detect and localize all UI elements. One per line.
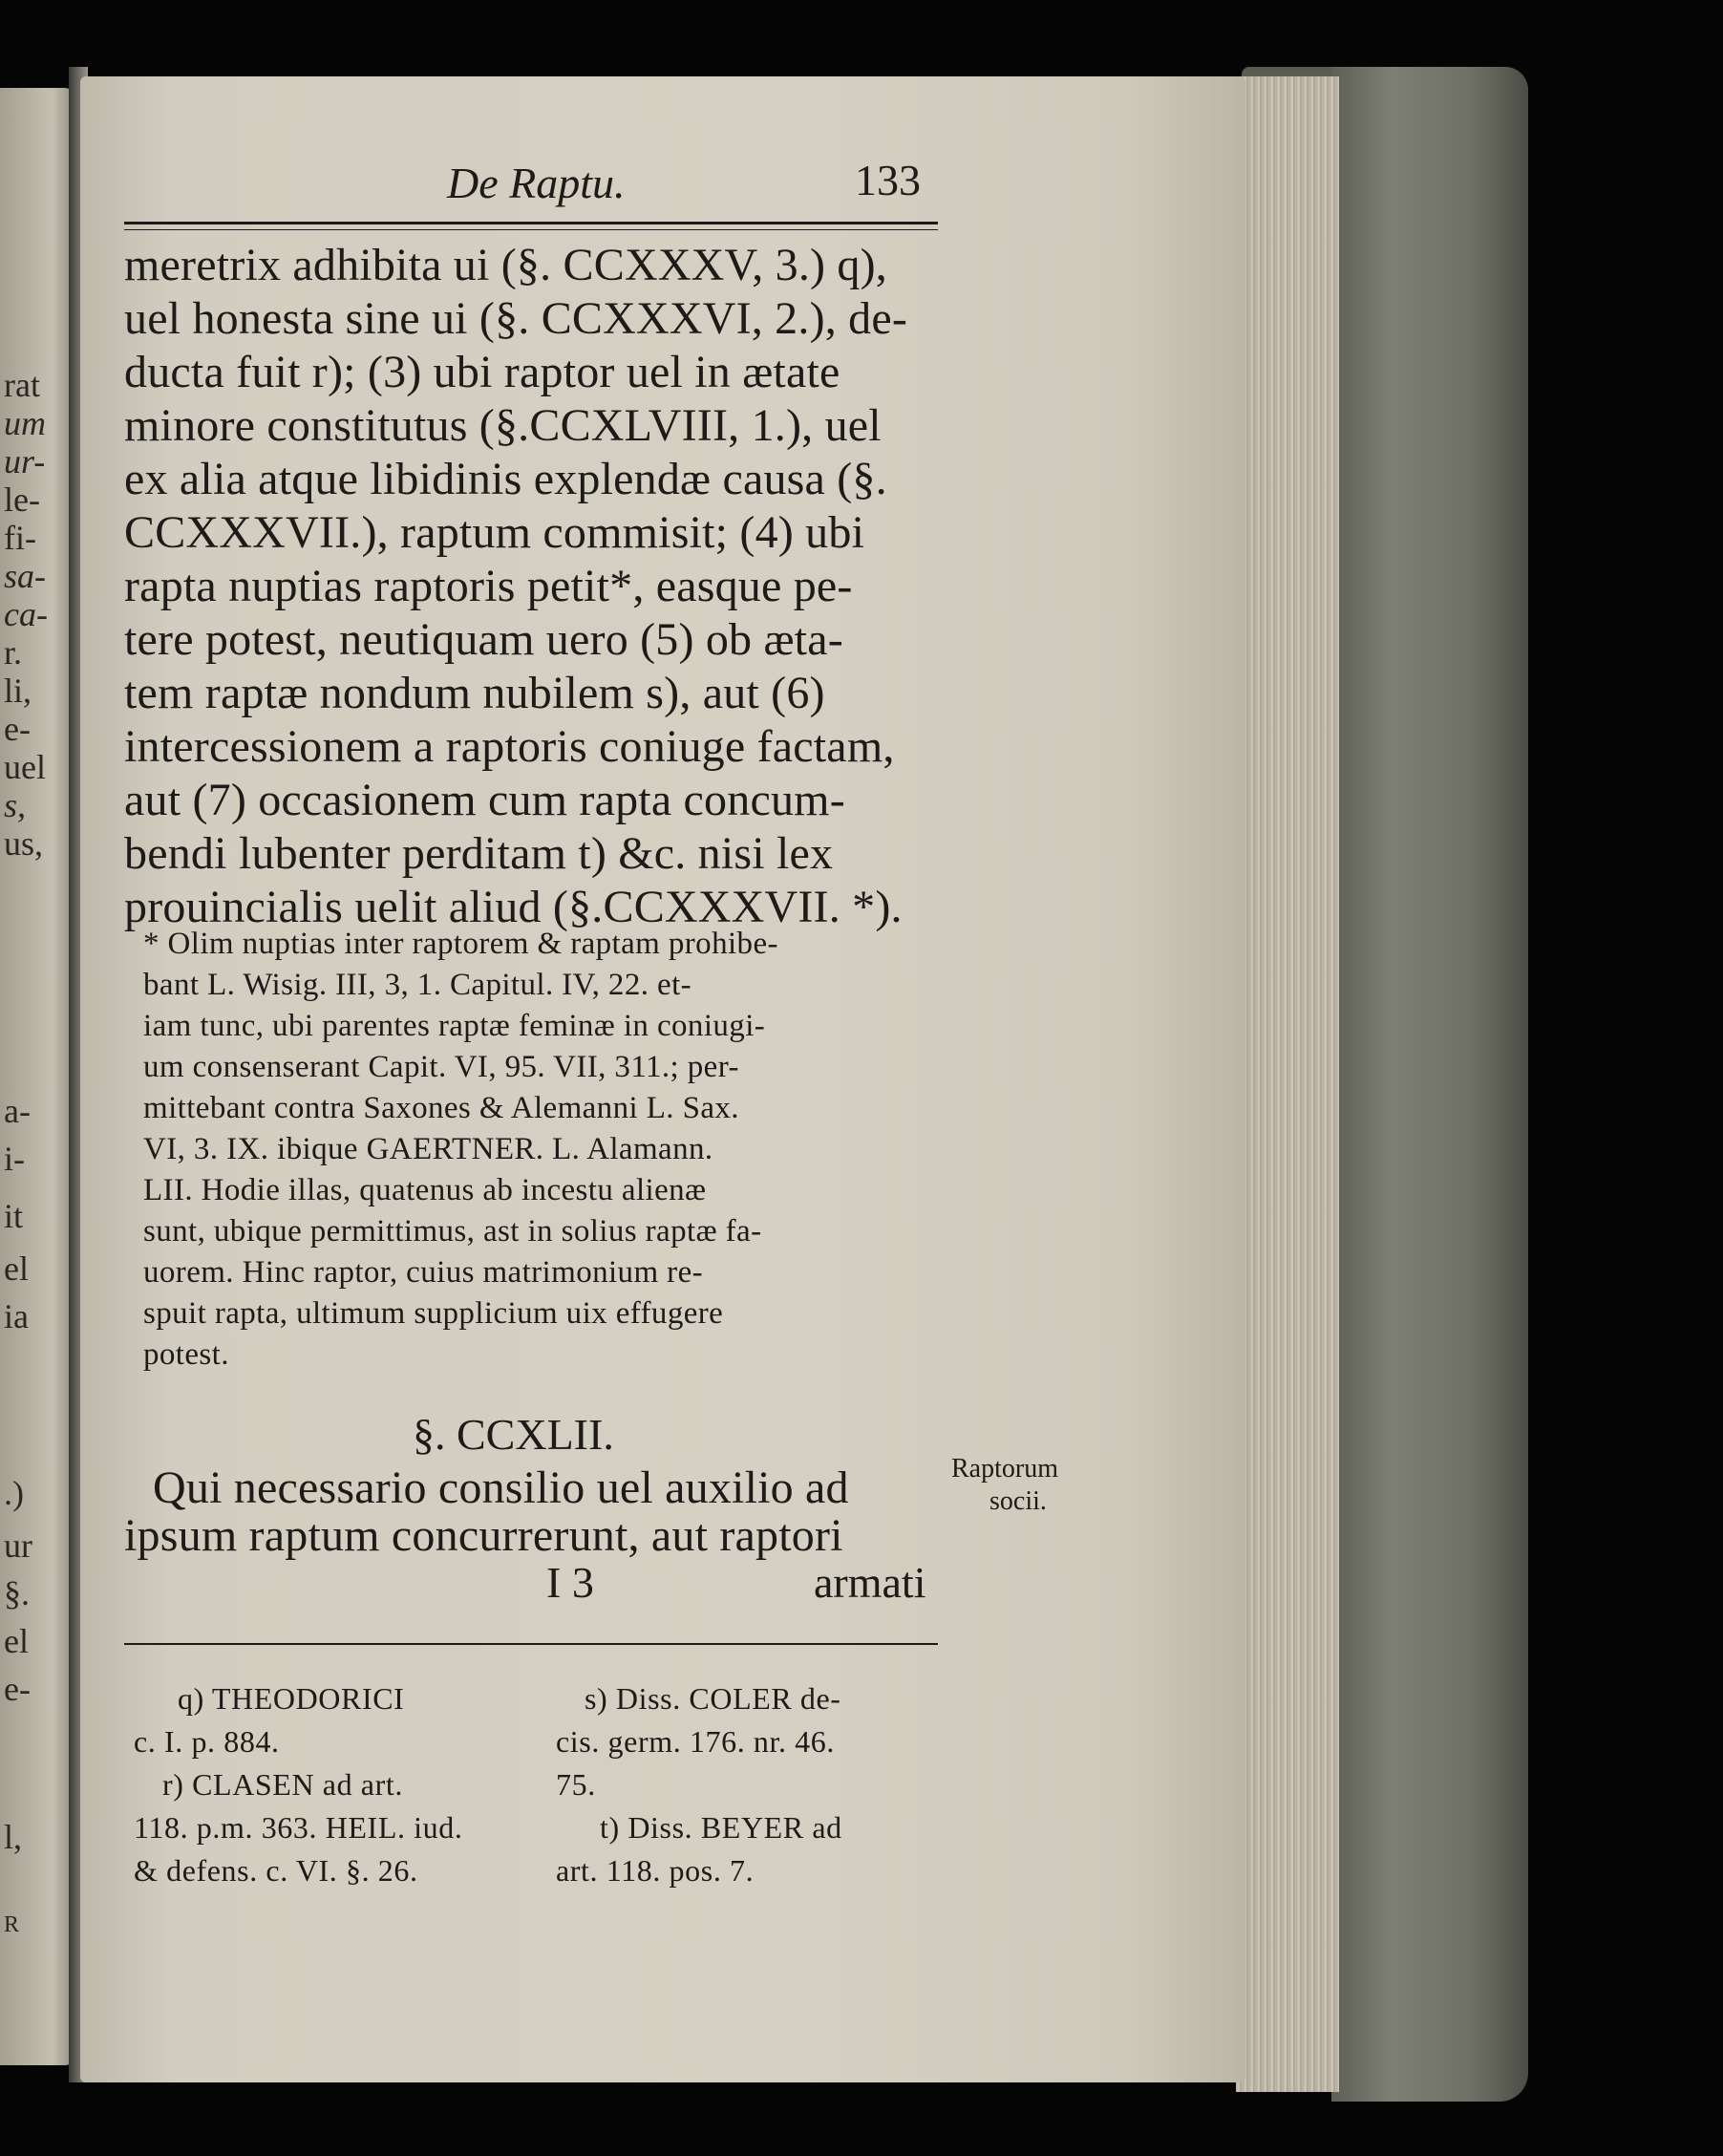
footnote-line: bant L. Wisig. III, 3, 1. Capitul. IV, 22. et- <box>143 968 692 1002</box>
footnote-line: t) Diss. BEYER ad <box>600 1810 842 1845</box>
facing-fragment: um <box>4 404 46 442</box>
facing-fragment: ca- <box>4 595 48 633</box>
footnote-line: sunt, ubique permittimus, ast in solius raptæ fa- <box>143 1214 762 1249</box>
facing-fragment: .) <box>4 1474 24 1512</box>
facing-fragment: i- <box>4 1140 25 1178</box>
footnote-line: cis. germ. 176. nr. 46. <box>556 1724 835 1759</box>
text-line: uel honesta sine ui (§. CCXXXVI, 2.), de- <box>124 293 908 344</box>
text-line: rapta nuptias raptoris petit*, easque pe- <box>124 561 853 611</box>
footnote-line: 75. <box>556 1767 596 1802</box>
text-line: bendi lubenter perditam t) &c. nisi lex <box>124 828 834 879</box>
footnote-line: r) CLASEN ad art. <box>162 1767 403 1802</box>
facing-fragment: s, <box>4 786 27 824</box>
text-line: intercessionem a raptoris coniuge factam, <box>124 721 895 772</box>
book-cover <box>1331 67 1528 2102</box>
facing-fragment: sa- <box>4 557 46 595</box>
text-line: ducta fuit r); (3) ubi raptor uel in ætate <box>124 347 840 397</box>
facing-fragment: r. <box>4 633 23 672</box>
signature-mark: I 3 <box>546 1558 594 1607</box>
footnote-line: potest. <box>143 1337 229 1372</box>
footnote-line: um consenserant Capit. VI, 95. VII, 311.; per- <box>143 1050 739 1084</box>
facing-fragment: le- <box>4 480 40 519</box>
footnote-line: s) Diss. COLER de- <box>585 1681 841 1716</box>
text-line: aut (7) occasionem cum rapta concum- <box>124 775 845 825</box>
facing-fragment: ia <box>4 1297 29 1335</box>
facing-fragment: ur <box>4 1526 32 1565</box>
catchword: armati <box>814 1558 926 1607</box>
page-edges <box>1236 76 1339 2092</box>
facing-fragment: R <box>4 1912 20 1937</box>
footnote-line: mittebant contra Saxones & Alemanni L. Sax. <box>143 1091 739 1125</box>
facing-fragment: fi- <box>4 519 36 557</box>
facing-fragment: l, <box>4 1818 23 1856</box>
text-line: prouincialis uelit aliud (§.CCXXXVII. *). <box>124 882 903 932</box>
section-heading: §. CCXLII. <box>413 1410 614 1459</box>
facing-fragment: ur- <box>4 442 46 480</box>
footnote-line: iam tunc, ubi parentes raptæ feminæ in coniugi- <box>143 1009 766 1043</box>
margin-note: Raptorum <box>951 1454 1058 1484</box>
footnote-line: uorem. Hinc raptor, cuius matrimonium re- <box>143 1255 704 1290</box>
facing-fragment: li, <box>4 672 32 710</box>
footnote-line: * Olim nuptias inter raptorem & raptam prohibe- <box>143 927 778 961</box>
page-number: 133 <box>855 156 921 204</box>
text-line: ex alia atque libidinis explendæ causa (§. <box>124 454 887 504</box>
footnote-line: art. 118. pos. 7. <box>556 1853 755 1888</box>
text-line: tem raptæ nondum nubilem s), aut (6) <box>124 668 825 718</box>
text-line: CCXXXVII.), raptum commisit; (4) ubi <box>124 507 865 558</box>
margin-note: socii. <box>989 1486 1047 1516</box>
facing-fragment: el <box>4 1249 29 1288</box>
facing-fragment: e- <box>4 1670 31 1708</box>
section-line: ipsum raptum concurrerunt, aut raptori <box>124 1510 843 1561</box>
facing-fragment: §. <box>4 1574 30 1612</box>
header-rule-thin <box>124 229 938 230</box>
footnote-line: q) THEODORICI <box>178 1681 405 1716</box>
footnote-line: c. I. p. 884. <box>134 1724 280 1759</box>
facing-fragment: rat <box>4 366 40 404</box>
running-head: De Raptu. <box>447 159 626 207</box>
facing-fragment: el <box>4 1622 29 1660</box>
footnote-line: spuit rapta, ultimum supplicium uix effugere <box>143 1296 724 1331</box>
footnote-rule <box>124 1643 938 1645</box>
facing-page <box>0 88 74 2065</box>
text-line: tere potest, neutiquam uero (5) ob æta- <box>124 614 843 665</box>
facing-fragment: uel <box>4 748 46 786</box>
facing-fragment: e- <box>4 710 31 748</box>
facing-fragment: a- <box>4 1092 31 1130</box>
facing-fragment: it <box>4 1197 24 1235</box>
header-rule <box>124 222 938 224</box>
text-line: minore constitutus (§.CCXLVIII, 1.), uel <box>124 400 882 451</box>
text-line: meretrix adhibita ui (§. CCXXXV, 3.) q), <box>124 240 887 290</box>
section-line: Qui necessario consilio uel auxilio ad <box>153 1462 849 1513</box>
facing-fragment: us, <box>4 824 44 863</box>
footnote-line: VI, 3. IX. ibique GAERTNER. L. Alamann. <box>143 1132 713 1166</box>
footnote-line: & defens. c. VI. §. 26. <box>134 1853 418 1888</box>
footnote-line: LII. Hodie illas, quatenus ab incestu alienæ <box>143 1173 707 1207</box>
footnote-line: 118. p.m. 363. HEIL. iud. <box>134 1810 463 1845</box>
